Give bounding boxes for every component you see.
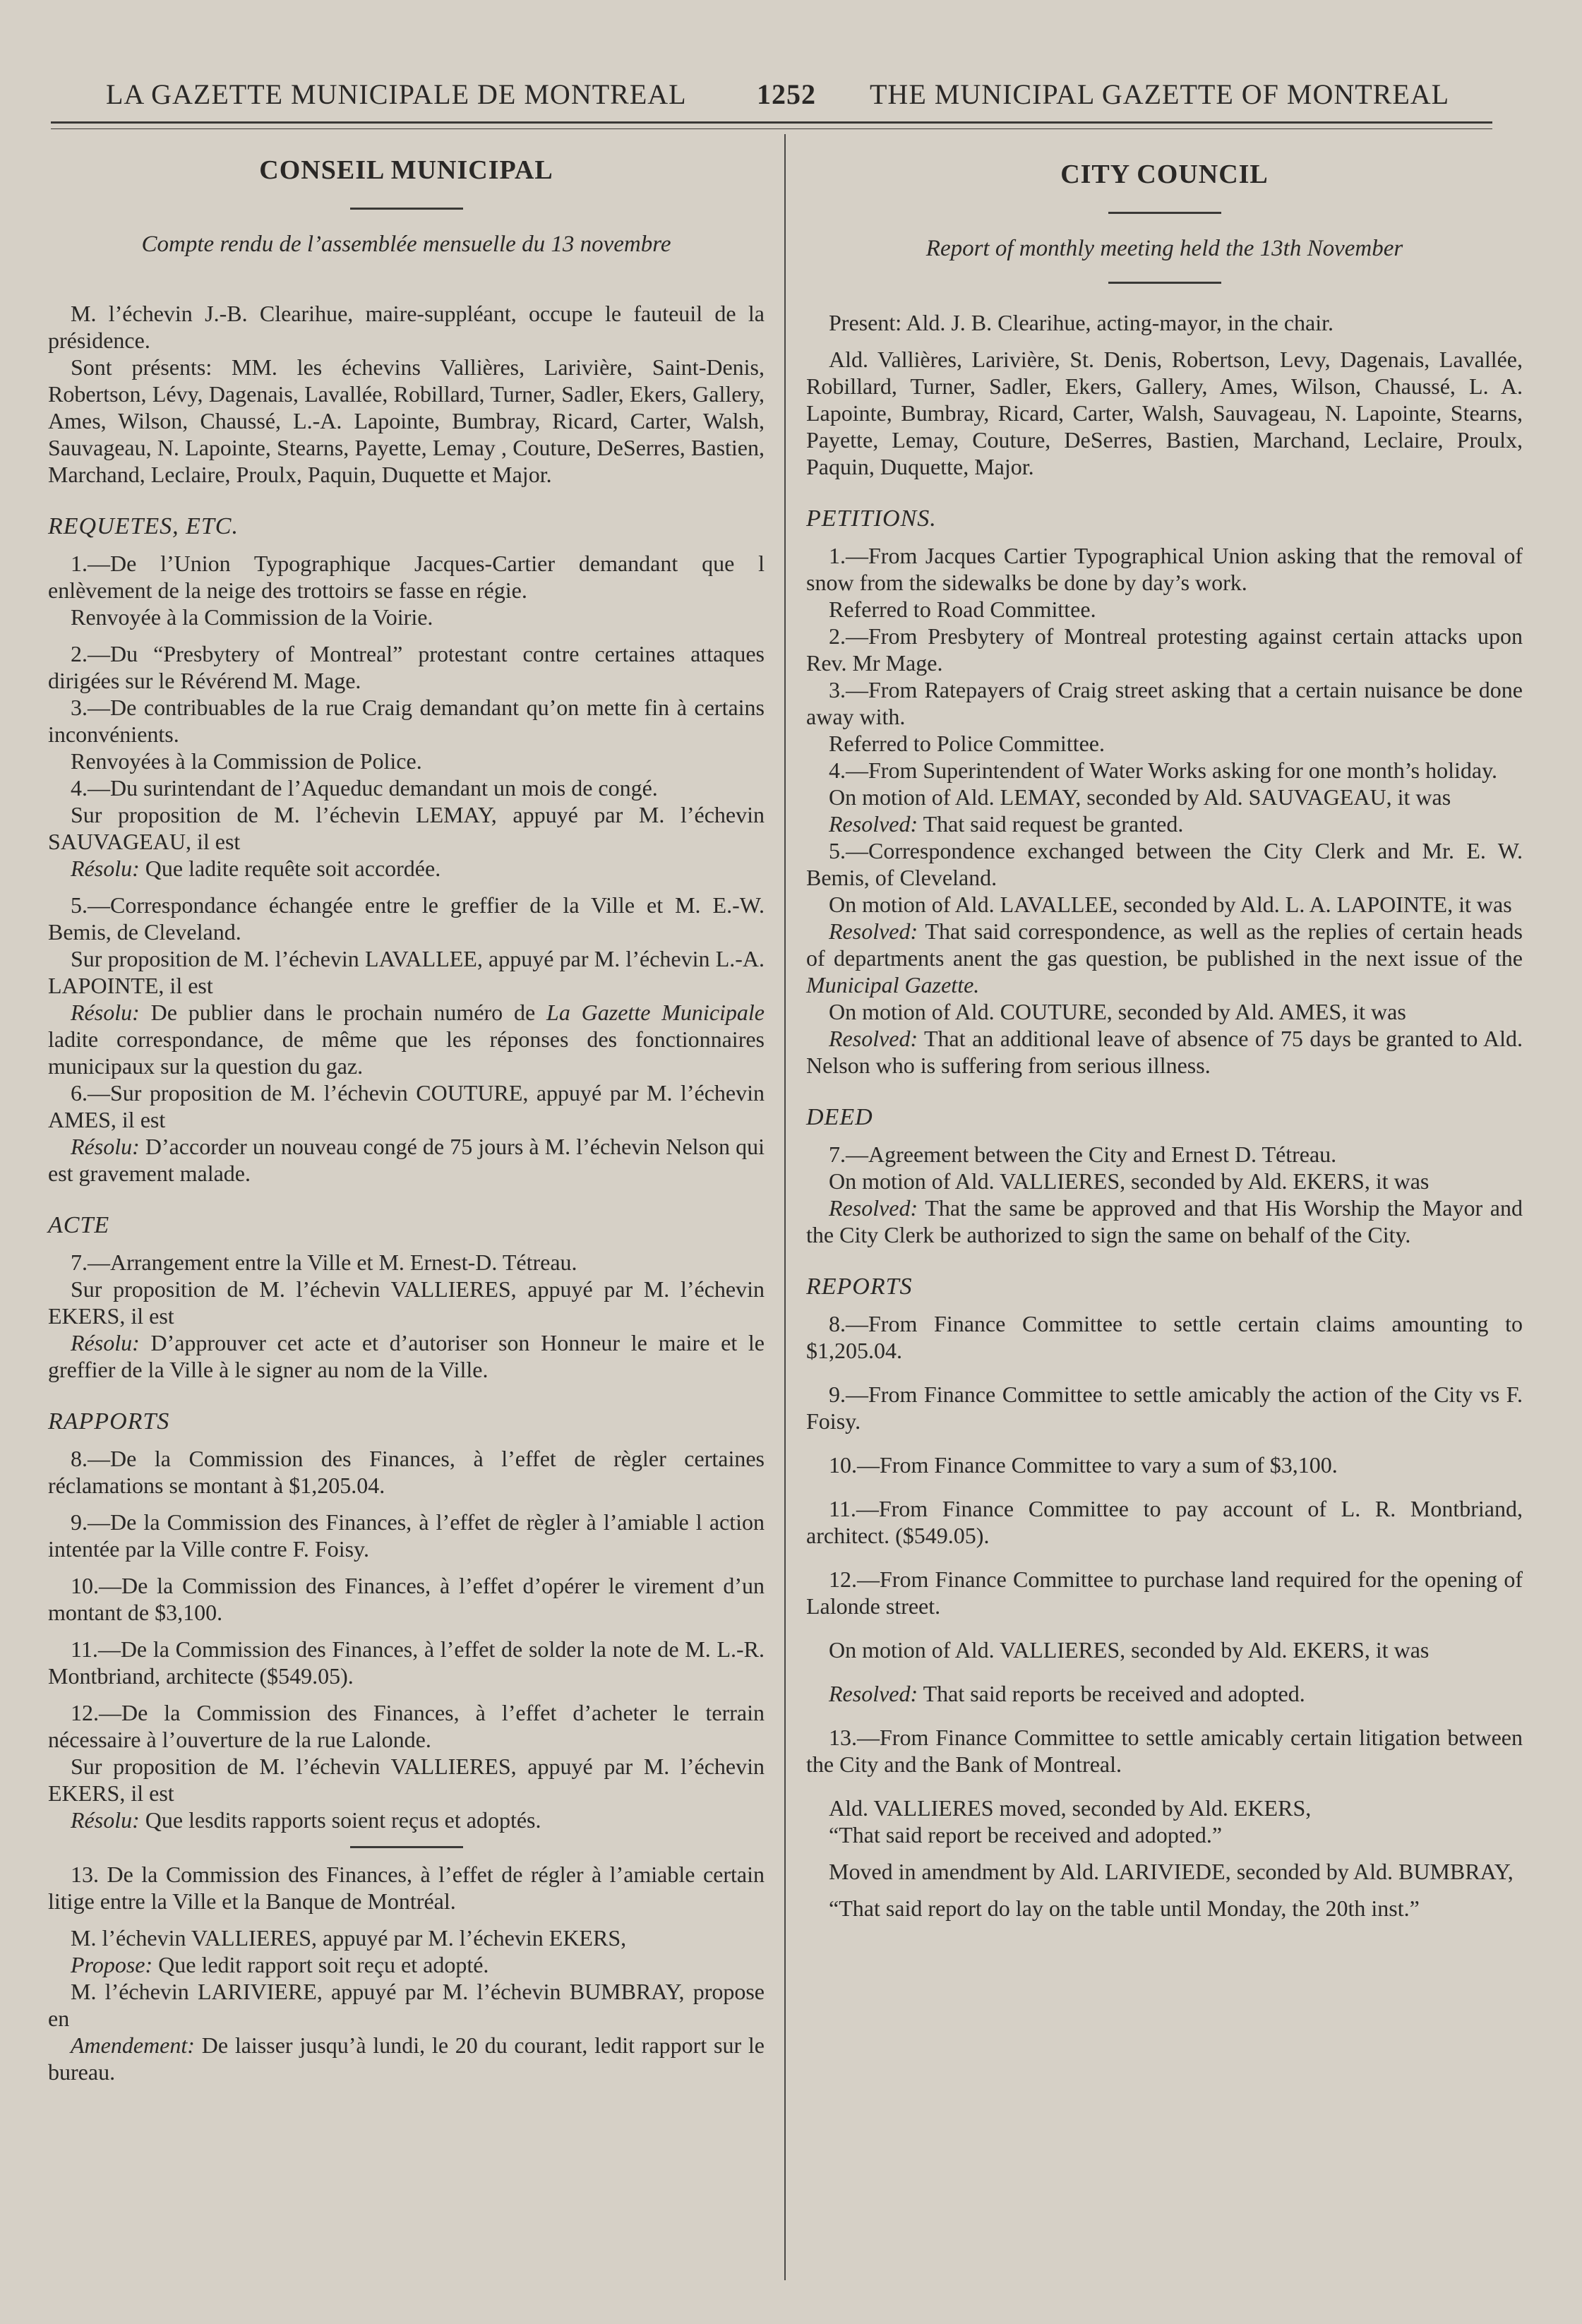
fr-item-8: 8.—De la Commission des Finances, à l’effet de règler certaines réclamations se montant à $1,205.04. bbox=[48, 1446, 765, 1498]
fr-resolu-7: Résolu: D’approuver cet acte et d’autoriser son Honneur le maire et le greffier de la Ville à le signer au nom de la Ville. bbox=[48, 1330, 765, 1382]
fr-motion-4: Sur proposition de M. l’échevin LEMAY, appuyé par M. l’échevin SAUVAGEAU, il est bbox=[48, 802, 765, 854]
en-item-8: 8.—From Finance Committee to settle certain claims amounting to $1,205.04. bbox=[806, 1311, 1523, 1363]
en-item-13: 13.—From Finance Committee to settle amicably certain litigation between the City and the Bank of Montreal. bbox=[806, 1725, 1523, 1777]
en-motion-4: On motion of Ald. LEMAY, seconded by Ald. SAUVAGEAU, it was bbox=[829, 784, 1451, 810]
resolu-label: Résolu: bbox=[71, 1000, 140, 1025]
en-item-2: 2.—From Presbytery of Montreal protesting against certain attacks upon Rev. Mr Mage. bbox=[806, 623, 1523, 676]
amendement-label: Amendement: bbox=[71, 2032, 195, 2058]
en-motion-13: Ald. VALLIERES moved, seconded by Ald. EKERS, bbox=[829, 1795, 1312, 1821]
english-column bbox=[806, 134, 1523, 1922]
fr-item-9: 9.—De la Commission des Finances, à l’effet de règler à l’amiable l action intentée par la Ville contre F. Foisy. bbox=[48, 1509, 765, 1562]
fr-referral-3: Renvoyées à la Commission de Police. bbox=[71, 748, 422, 774]
header-right-title: THE MUNICIPAL GAZETTE OF MONTREAL bbox=[870, 78, 1450, 110]
en-motion-7: On motion of Ald. VALLIERES, seconded by Ald. EKERS, it was bbox=[829, 1168, 1430, 1194]
english-title: CITY COUNCIL bbox=[1060, 160, 1269, 189]
spacer bbox=[48, 258, 161, 300]
resolved-label: Resolved: bbox=[829, 1195, 918, 1221]
fr-item-12: 12.—De la Commission des Finances, à l’effet d’acheter le terrain nécessaire à l’ouverture de la rue Lalonde. bbox=[48, 1700, 765, 1752]
en-resolved-4: Resolved: That said request be granted. bbox=[829, 811, 1184, 837]
en-motion-6: On motion of Ald. COUTURE, seconded by Ald. AMES, it was bbox=[829, 999, 1406, 1024]
fr-separator-rule bbox=[350, 1846, 463, 1848]
en-referral-3: Referred to Police Committee. bbox=[829, 731, 1105, 756]
page-number: 1252 bbox=[757, 78, 816, 110]
fr-propose-13: Propose: Que ledit rapport soit reçu et adopté. bbox=[71, 1952, 489, 1977]
en-intro-chair: Present: Ald. J. B. Clearihue, acting-mayor, in the chair. bbox=[829, 310, 1334, 335]
resolu-label: Résolu: bbox=[71, 1330, 140, 1355]
fr-amendment-motion: M. l’échevin LARIVIERE, appuyé par M. l’échevin BUMBRAY, propose en bbox=[48, 1979, 765, 2031]
en-motion-12: On motion of Ald. VALLIERES, seconded by Ald. EKERS, it was bbox=[829, 1637, 1430, 1663]
header-rule bbox=[51, 121, 1492, 124]
english-subtitle: Report of monthly meeting held the 13th November bbox=[925, 236, 1403, 261]
fr-item-10: 10.—De la Commission des Finances, à l’effet d’opérer le virement d’un montant de $3,100. bbox=[48, 1573, 765, 1625]
resolved-label: Resolved: bbox=[829, 811, 918, 837]
resolved-label: Resolved: bbox=[829, 1681, 918, 1706]
column-divider bbox=[784, 134, 786, 2280]
header-rule-thin bbox=[51, 128, 1492, 129]
french-title: CONSEIL MUNICIPAL bbox=[259, 155, 553, 185]
resolu-label: Résolu: bbox=[71, 1134, 140, 1159]
en-amendment-motion: Moved in amendment by Ald. LARIVIEDE, seconded by Ald. BUMBRAY, bbox=[829, 1859, 1514, 1884]
en-section-reports: REPORTS bbox=[806, 1274, 913, 1300]
en-item-4: 4.—From Superintendent of Water Works asking for one month’s holiday. bbox=[829, 757, 1498, 783]
fr-section-rapports: RAPPORTS bbox=[48, 1408, 170, 1434]
en-item-3: 3.—From Ratepayers of Craig street asking that a certain nuisance be done away with. bbox=[806, 677, 1523, 729]
en-motion-13-quote: “That said report be received and adopted.” bbox=[829, 1822, 1223, 1847]
en-amendment-quote: “That said report do lay on the table until Monday, the 20th inst.” bbox=[829, 1895, 1420, 1921]
en-section-deed: DEED bbox=[806, 1104, 873, 1130]
resolved-label: Resolved: bbox=[829, 1026, 918, 1051]
fr-item-7: 7.—Arrangement entre la Ville et M. Ernest-D. Tétreau. bbox=[71, 1250, 577, 1275]
fr-item-4: 4.—Du surintendant de l’Aqueduc demandant un mois de congé. bbox=[71, 775, 658, 801]
fr-intro-chair: M. l’échevin J.-B. Clearihue, maire-suppléant, occupe le fauteuil de la présidence. bbox=[48, 301, 765, 353]
fr-item-13: 13. De la Commission des Finances, à l’effet de régler à l’amiable certain litige entre la Ville et la Banque de Montréal. bbox=[48, 1862, 765, 1914]
fr-intro-present: Sont présents: MM. les échevins Vallières, Larivière, Saint-Denis, Robertson, Lévy, Dagenais, Lavallée, Robillard, Turner, Sadler, Ekers, Gallery, Ames, Wilson, Chaussé, L.-A. Lapointe, Bumbray, Ricard, Carter, Walsh, Sauvageau, N. Lapointe, Stearns, Payette, Lemay , Couture, DeSerres, Bastien, Marchand, Leclaire, Proulx, Paquin, Duquette et Major. bbox=[48, 354, 765, 487]
en-resolved-7: Resolved: That the same be approved and that His Worship the Mayor and the City Clerk be authorized to sign the same on behalf of the City. bbox=[806, 1195, 1523, 1247]
fr-item-3: 3.—De contribuables de la rue Craig demandant qu’on mette fin à certains inconvénients. bbox=[48, 695, 765, 747]
en-item-9: 9.—From Finance Committee to settle amicably the action of the City vs F. Foisy. bbox=[806, 1382, 1523, 1434]
fr-motion-5: Sur proposition de M. l’échevin LAVALLEE, appuyé par M. l’échevin L.-A. LAPOINTE, il est bbox=[48, 946, 765, 998]
en-item-10: 10.—From Finance Committee to vary a sum of $3,100. bbox=[829, 1452, 1338, 1478]
fr-item-5: 5.—Correspondance échangée entre le greffier de la Ville et M. E.-W. Bemis, de Cleveland. bbox=[48, 892, 765, 945]
french-subtitle: Compte rendu de l’assemblée mensuelle du 13 novembre bbox=[141, 232, 671, 257]
fr-motion-7: Sur proposition de M. l’échevin VALLIERES, appuyé par M. l’échevin EKERS, il est bbox=[48, 1276, 765, 1329]
resolu-label: Résolu: bbox=[71, 856, 140, 881]
en-item-7: 7.—Agreement between the City and Ernest D. Tétreau. bbox=[829, 1142, 1337, 1167]
fr-item-11: 11.—De la Commission des Finances, à l’effet de solder la note de M. L.-R. Montbriand, architecte ($549.05). bbox=[48, 1636, 765, 1689]
fr-section-requetes: REQUETES, ETC. bbox=[48, 513, 239, 539]
english-title-rule bbox=[1108, 212, 1221, 214]
fr-section-acte: ACTE bbox=[48, 1212, 110, 1238]
en-item-12: 12.—From Finance Committee to purchase land required for the opening of Lalonde street. bbox=[806, 1567, 1523, 1619]
fr-item-1: 1.—De l’Union Typographique Jacques-Cartier demandant que l enlèvement de la neige des trottoirs se fasse en régie. bbox=[48, 551, 765, 603]
propose-label: Propose: bbox=[71, 1952, 153, 1977]
en-referral-1: Referred to Road Committee. bbox=[829, 597, 1096, 622]
en-resolved-6: Resolved: That an additional leave of absence of 75 days be granted to Ald. Nelson who is suffering from serious illness. bbox=[806, 1026, 1523, 1078]
fr-resolu-12: Résolu: Que lesdits rapports soient reçus et adoptés. bbox=[71, 1807, 541, 1833]
en-item-1: 1.—From Jacques Cartier Typographical Union asking that the removal of snow from the sidewalks be done by day’s work. bbox=[806, 543, 1523, 595]
fr-referral-1: Renvoyée à la Commission de la Voirie. bbox=[71, 604, 433, 630]
french-column bbox=[48, 134, 765, 2085]
fr-motion-13: M. l’échevin VALLIERES, appuyé par M. l’échevin EKERS, bbox=[71, 1925, 627, 1951]
header-left-title: LA GAZETTE MUNICIPALE DE MONTREAL bbox=[106, 78, 687, 110]
en-section-petitions: PETITIONS. bbox=[806, 505, 937, 532]
fr-item-2: 2.—Du “Presbytery of Montreal” protestant contre certaines attaques dirigées sur le Révérend M. Mage. bbox=[48, 641, 765, 693]
en-motion-5: On motion of Ald. LAVALLEE, seconded by Ald. L. A. LAPOINTE, it was bbox=[829, 892, 1512, 917]
en-item-11: 11.—From Finance Committee to pay account of L. R. Montbriand, architect. ($549.05). bbox=[806, 1496, 1523, 1548]
fr-item-6: 6.—Sur proposition de M. l’échevin COUTURE, appuyé par M. l’échevin AMES, il est bbox=[48, 1080, 765, 1132]
en-item-5: 5.—Correspondence exchanged between the City Clerk and Mr. E. W. Bemis, of Cleveland. bbox=[806, 838, 1523, 890]
resolu-label: Résolu: bbox=[71, 1807, 140, 1833]
fr-resolu-6: Résolu: D’accorder un nouveau congé de 75 jours à M. l’échevin Nelson qui est gravement malade. bbox=[48, 1134, 765, 1186]
fr-amendement-13: Amendement: De laisser jusqu’à lundi, le 20 du courant, ledit rapport sur le bureau. bbox=[48, 2032, 765, 2085]
resolved-label: Resolved: bbox=[829, 918, 918, 944]
en-resolved-12: Resolved: That said reports be received and adopted. bbox=[829, 1681, 1305, 1706]
en-resolved-5: Resolved: That said correspondence, as well as the replies of certain heads of departments anent the gas question, be published in the next issue of the Municipal Gazette. bbox=[806, 918, 1523, 998]
fr-resolu-5: Résolu: De publier dans le prochain numéro de La Gazette Municipale ladite correspondance, de même que les réponses des fonctionnaires municipaux sur la question du gaz. bbox=[48, 1000, 765, 1079]
fr-motion-12: Sur proposition de M. l’échevin VALLIERES, appuyé par M. l’échevin EKERS, il est bbox=[48, 1754, 765, 1806]
english-subtitle-rule bbox=[1108, 282, 1221, 284]
french-title-rule bbox=[350, 208, 463, 210]
fr-resolu-4: Résolu: Que ladite requête soit accordée. bbox=[71, 856, 441, 881]
en-intro-present: Ald. Vallières, Larivière, St. Denis, Robertson, Levy, Dagenais, Lavallée, Robillard, Turner, Sadler, Ekers, Gallery, Ames, Wilson, Chaussé, L. A. Lapointe, Bumbray, Ricard, Carter, Walsh, Sauvageau, N. Lapointe, Stearns, Payette, Lemay, Couture, DeSerres, Bastien, Marchand, Leclaire, Proulx, Paquin, Duquette, Major. bbox=[806, 347, 1523, 479]
